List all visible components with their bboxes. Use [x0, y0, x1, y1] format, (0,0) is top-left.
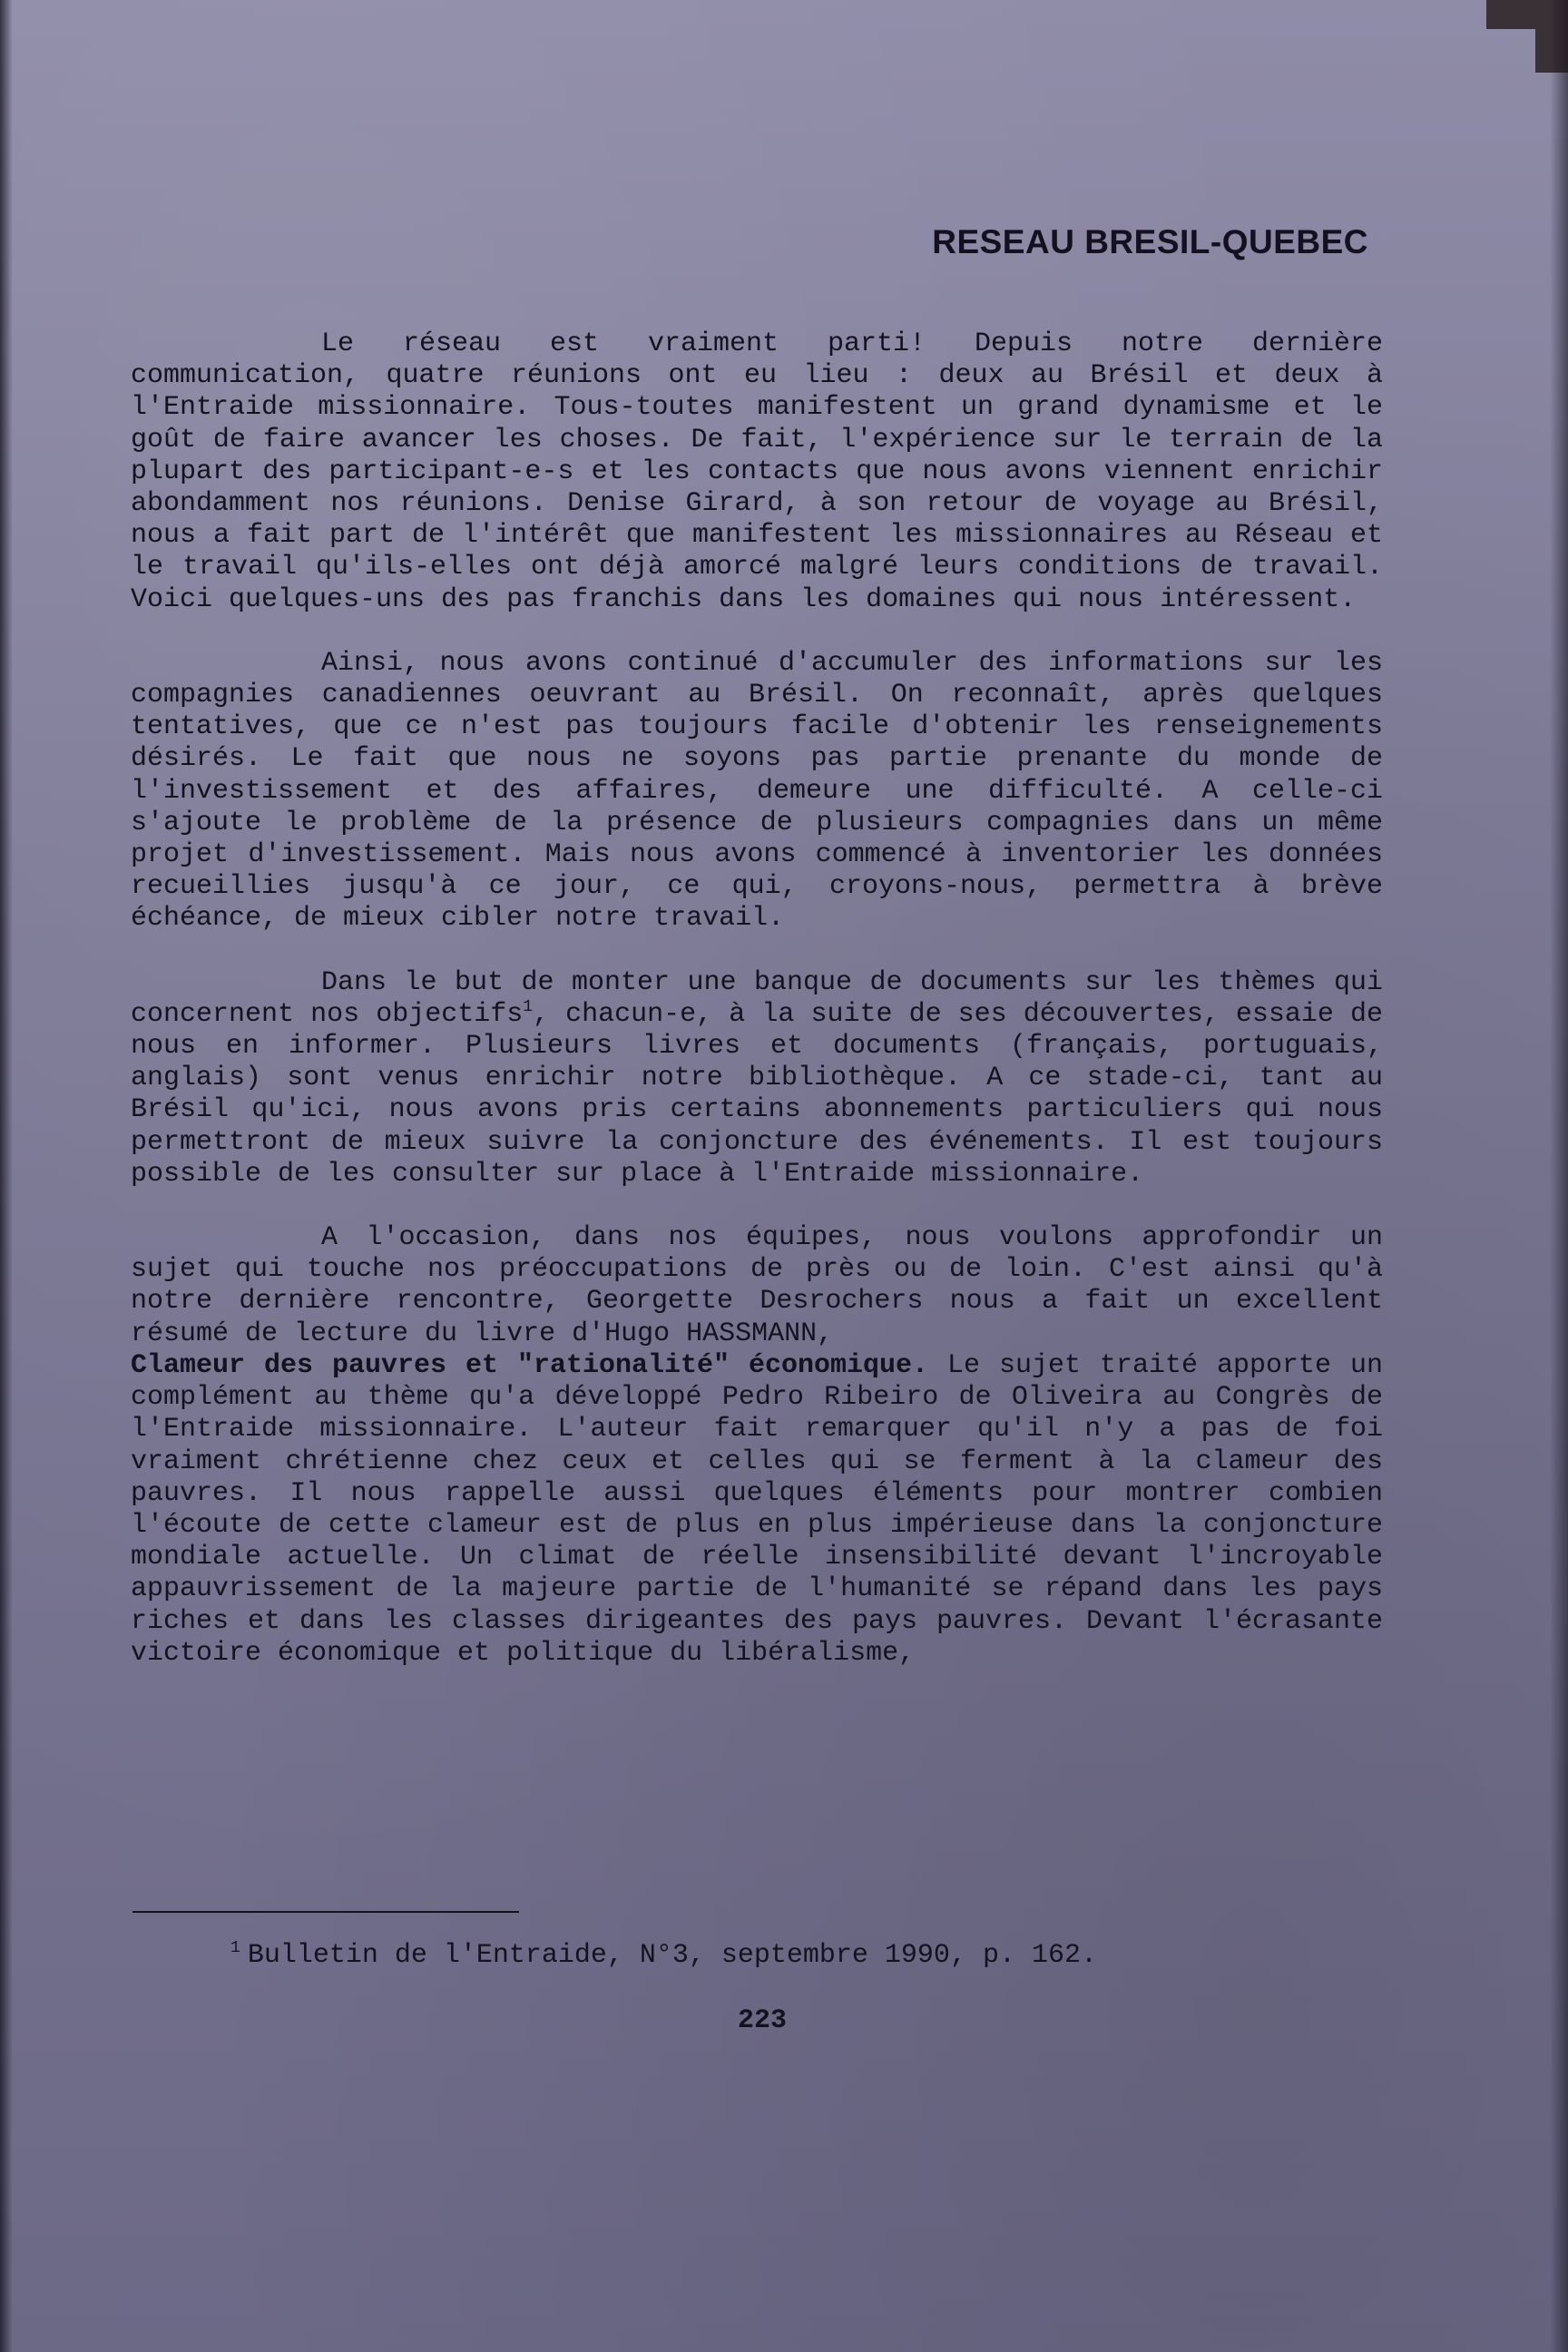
paragraph-3-end: , chacun-e, à la suite de ses découvertes, essaie de nous en informer. Plusieurs livres et documents (français, portuguais, anglais) sont venus enrichir notre bibliothèque. A ce stade-ci, tant au Brésil qu'ici, nous avons pris certains abonnements particuliers qui nous permettront de mieux suivre la conjoncture des événements. Il est toujours possible de les consulter sur place à l'Entraide missionnaire.	[131, 998, 1383, 1190]
paragraph-1: Le réseau est vraiment parti! Depuis notre dernière communication, quatre réunions ont eu lieu : deux au Brésil et deux à l'Entraide missionnaire. Tous-toutes manifestent un grand dynamisme et le goût de faire avancer les choses. De fait, l'expérience sur le terrain de la plupart des participant-e-s et les contacts que nous avons viennent enrichir abondamment nos réunions. Denise Girard, à son retour de voyage au Brésil, nous a fait part de l'intérêt que manifestent les missionnaires au Réseau et le travail qu'ils-elles ont déjà amorcé malgré leurs conditions de travail. Voici quelques-uns des pas franchis dans les domaines qui nous intéressent.	[131, 328, 1383, 615]
paragraph-4-start: A l'occasion, dans nos équipes, nous voulons approfondir un sujet qui touche nos préoccupations de près ou de loin. C'est ainsi qu'à notre dernière rencontre, Georgette Desrochers nous a fait un excellent résumé de lecture du livre d'Hugo HASSMANN,	[131, 1222, 1383, 1349]
body-text	[131, 328, 1383, 1701]
paragraph-3-start: Dans le but de monter une banque de documents sur les thèmes qui concernent nos objectifs	[131, 966, 1383, 1030]
footnote-text: Bulletin de l'Entraide, N°3, septembre 1990, p. 162.	[247, 1940, 1097, 1971]
paragraph-3	[131, 967, 1383, 1191]
paragraph-2: Ainsi, nous avons continué d'accumuler des informations sur les compagnies canadiennes oeuvrant au Brésil. On reconnaît, après quelques tentatives, que ce n'est pas toujours facile d'obtenir les renseignements désirés. Le fait que nous ne soyons pas partie prenante du monde de l'investissement et des affaires, demeure une difficulté. A celle-ci s'ajoute le problème de la présence de plusieurs compagnies dans un même projet d'investissement. Mais nous avons commencé à inventorier les données recueillies jusqu'à ce jour, ce qui, croyons-nous, permettra à brève échéance, de mieux cibler notre travail.	[131, 647, 1383, 935]
footnote-marker: 1	[230, 1939, 240, 1957]
page-left-edge	[0, 0, 13, 2352]
footnote-divider	[132, 1911, 519, 1913]
footnote	[230, 1939, 1319, 1971]
paragraph-4	[131, 1222, 1383, 1670]
paragraph-4-end: Le sujet traité apporte un complément au thème qu'a développé Pedro Ribeiro de Oliveira au Congrès de l'Entraide missionnaire. L'auteur fait remarquer qu'il n'y a pas de foi vraiment chrétienne chez ceux et celles qui se ferment à la clameur des pauvres. Il nous rappelle aussi quelques éléments pour montrer combien l'écoute de cette clameur est de plus en plus impérieuse dans la conjoncture mondiale actuelle. Un climat de réelle insensibilité devant l'incroyable appauvrissement de la majeure partie de l'humanité se répand dans les pays riches et dans les classes dirigeantes des pays pauvres. Devant l'écrasante victoire économique et politique du libéralisme,	[131, 1349, 1383, 1669]
page-number: 223	[737, 2005, 787, 2036]
page-right-edge	[1550, 0, 1568, 2352]
page-heading: RESEAU BRESIL-QUEBEC	[932, 223, 1368, 260]
footnote-reference: 1	[523, 997, 534, 1016]
book-title: Clameur des pauvres et "rationalité" économique.	[131, 1349, 929, 1381]
